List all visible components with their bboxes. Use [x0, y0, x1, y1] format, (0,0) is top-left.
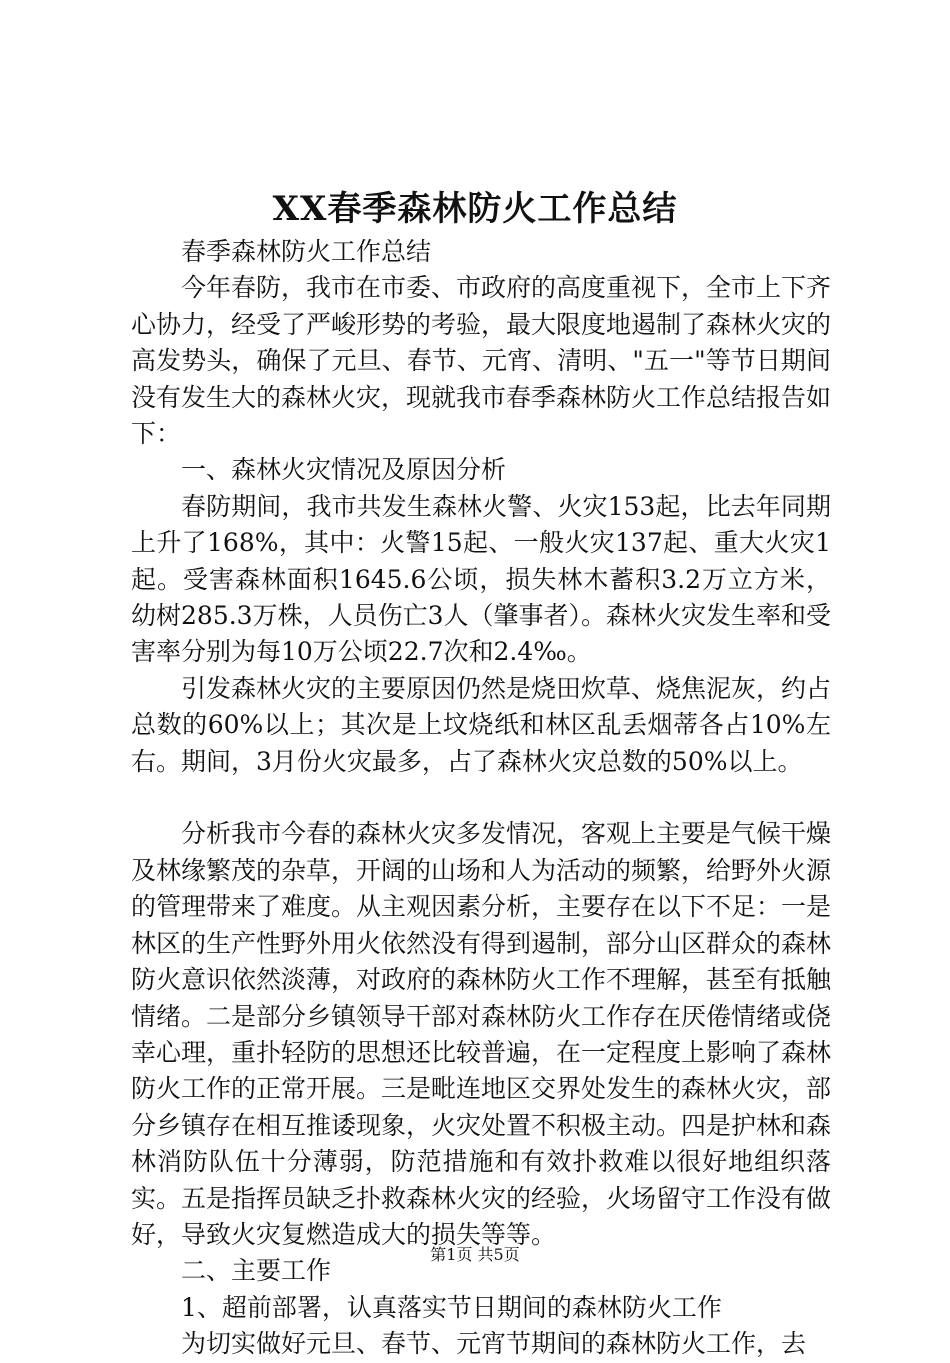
- work-paragraph: 为切实做好元旦、春节、元宵节期间的森林防火工作，去: [181, 1329, 807, 1359]
- statistics-paragraph: 春防期间，我市共发生森林火警、火灾153起，比去年同期上升了168%，其中：火警15起、一般火灾137起、重大火灾1起。受害森林面积1645.6公顷，损失林木蓄积3.2万立方米，幼树285.3万株，人员伤亡3人（肇事者）。森林火灾发生率和受害率分别为每10万公顷22.7次和2.4‰。: [131, 491, 831, 667]
- analysis-paragraph: 分析我市今春的森林火灾多发情况，客观上主要是气候干燥及林缘繁茂的杂草，开阔的山场和人为活动的频繁，给野外火源的管理带来了难度。从主观因素分析，主要存在以下不足：一是林区的生产性野外用火依然没有得到遏制，部分山区群众的森林防火意识依然淡薄，对政府的森林防火工作不理解，甚至有抵触情绪。二是部分乡镇领导干部对森林防火工作存在厌倦情绪或侥幸心理，重扑轻防的思想还比较普遍，在一定程度上影响了森林防火工作的正常开展。三是毗连地区交界处发生的森林火灾，部分乡镇存在相互推诿现象，火灾处置不积极主动。四是护林和森林消防队伍十分薄弱，防范措施和有效扑救难以很好地组织落实。五是指挥员缺乏扑救森林火灾的经验，火场留守工作没有做好，导致火灾复燃造成大的损失等等。: [131, 819, 832, 1249]
- document-title: XX春季森林防火工作总结: [272, 189, 678, 229]
- causes-paragraph: 引发森林火灾的主要原因仍然是烧田炊草、烧焦泥灰，约占总数的60%以上；其次是上坟烧纸和林区乱丢烟蒂各占10%左右。期间，3月份火灾最多，占了森林火灾总数的50%以上。: [131, 673, 832, 776]
- page-footer: 第1页 共5页: [430, 1245, 520, 1264]
- document-body: [131, 234, 831, 1363]
- section-heading-1: 一、森林火灾情况及原因分析: [181, 455, 507, 485]
- intro-paragraph: 今年春防，我市在市委、市政府的高度重视下，全市上下齐心协力，经受了严峻形势的考验，最大限度地遏制了森林火灾的高发势头，确保了元旦、春节、元宵、清明、"五一"等节日期间没有发生大的森林火灾，现就我市春季森林防火工作总结报告如下：: [131, 273, 832, 449]
- section-heading-2: 二、主要工作: [181, 1256, 332, 1286]
- subsection-heading-1: 1、超前部署，认真落实节日期间的森林防火工作: [181, 1292, 722, 1322]
- subtitle-paragraph: 春季森林防火工作总结: [181, 237, 432, 266]
